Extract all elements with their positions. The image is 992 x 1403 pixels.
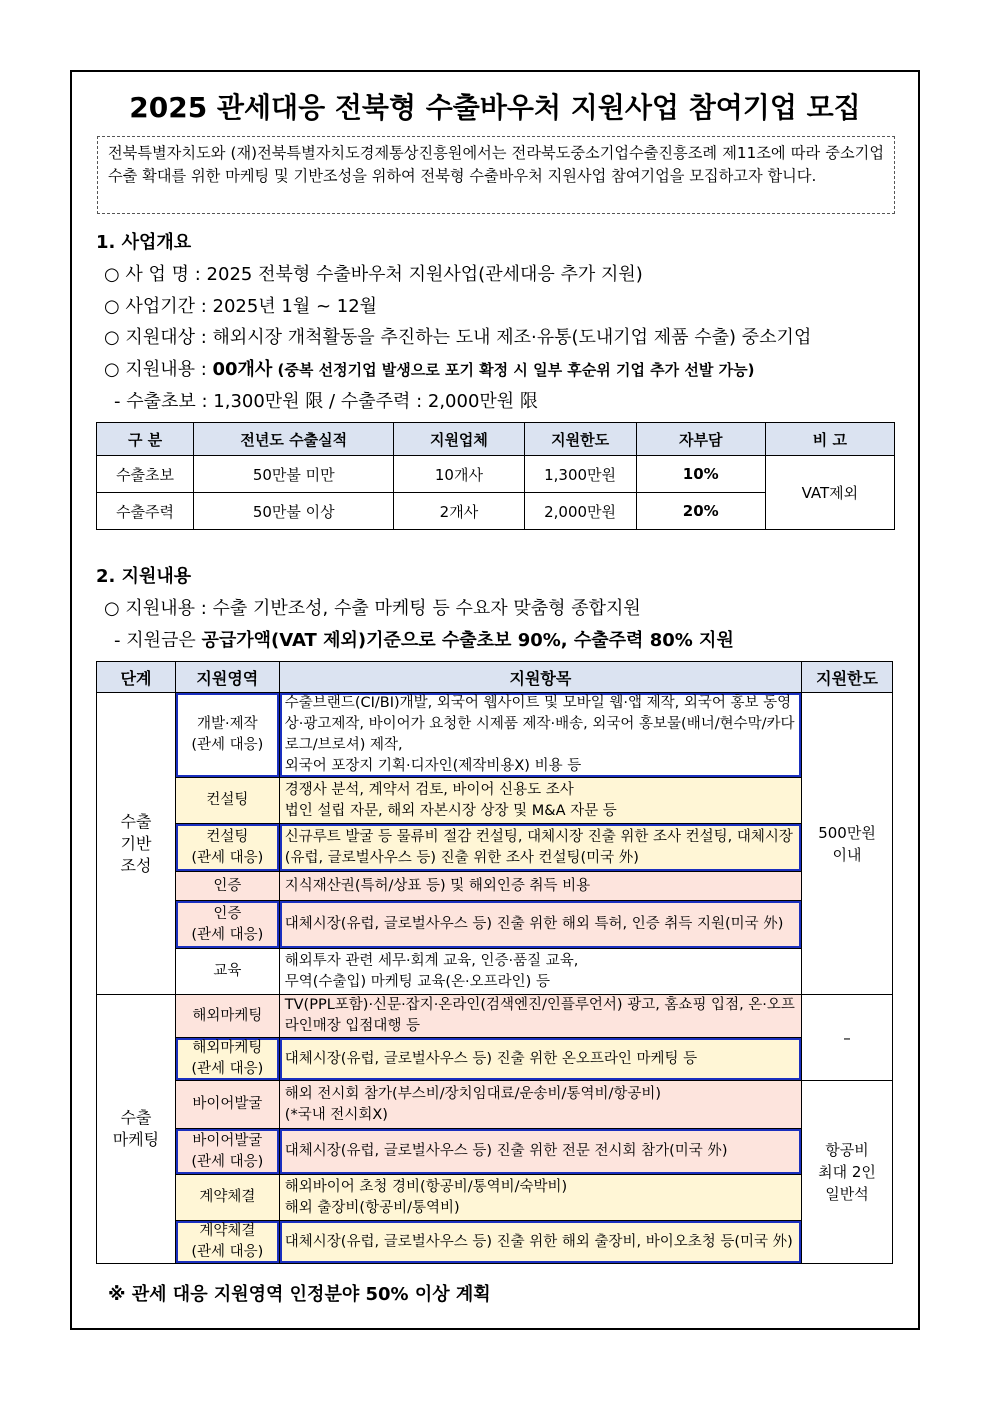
subsidy-bold: 공급가액(VAT 제외)기준으로 수출초보 90%, 수출주력 80% 지원 [201, 630, 734, 651]
header-cell: 전년도 수출실적 [194, 423, 394, 456]
support-content-note: (중복 선정기업 발생으로 포기 확정 시 일부 후순위 기업 추가 선발 가능) [272, 361, 755, 379]
business-name-line: ○ 사 업 명 : 2025 전북형 수출바우처 지원사업(관세대응 추가 지원) [104, 264, 643, 285]
support-table-header [97, 662, 893, 693]
support-target-line: ○ 지원대상 : 해외시장 개척활동을 추진하는 도내 제조·유통(도내기업 제품 수출) 중소기업 [104, 327, 812, 348]
header-cell: 지원한도 [802, 662, 893, 693]
item-cell: 해외투자 관련 세무·회계 교육, 인증·품질 교육, 무역(수출입) 마케팅 교육(온·오프라인) 등 [279, 949, 801, 995]
footnote: ※ 관세 대응 지원영역 인정분야 50% 이상 계획 [108, 1284, 491, 1305]
area-cell: 바이어발굴 (관세 대응) [175, 1129, 279, 1175]
table-row [97, 1129, 893, 1175]
table-cell: 2,000만원 [524, 493, 636, 530]
limit-cell: 항공비 최대 2인 일반석 [802, 1081, 893, 1264]
area-cell: 해외마케팅 [175, 995, 279, 1038]
support-limit-line: - 수출초보 : 1,300만원 限 / 수출주력 : 2,000만원 限 [114, 391, 538, 412]
section2-subsidy-line [114, 626, 734, 652]
header-cell: 지원영역 [175, 662, 279, 693]
subsidy-prefix: - 지원금은 [114, 630, 202, 651]
header-cell: 자부담 [636, 423, 765, 456]
table-cell: 20% [636, 493, 765, 530]
stage-cell: 수출 마케팅 [97, 995, 176, 1264]
business-period-line: ○ 사업기간 : 2025년 1월 ~ 12월 [104, 296, 378, 317]
table-row [97, 949, 893, 995]
table-row [97, 995, 893, 1038]
table-row [97, 872, 893, 901]
overview-table [96, 422, 895, 530]
area-cell: 계약체결 [175, 1175, 279, 1221]
area-cell: 해외마케팅 (관세 대응) [175, 1038, 279, 1081]
support-content-line [104, 355, 754, 381]
support-content-prefix: ○ 지원내용 : [104, 359, 213, 380]
table-row [97, 901, 893, 949]
support-content-count: 00개사 [212, 359, 273, 380]
table-cell: 50만불 이상 [194, 493, 394, 530]
header-cell: 단계 [97, 662, 176, 693]
table-cell: 1,300만원 [524, 456, 636, 493]
table-cell: 수출주력 [97, 493, 194, 530]
table-row [97, 1221, 893, 1264]
table-row [97, 693, 893, 778]
table-cell: 2개사 [394, 493, 524, 530]
header-cell: 지원항목 [279, 662, 801, 693]
table-cell: 50만불 미만 [194, 456, 394, 493]
area-cell: 인증 [175, 872, 279, 901]
section2-content-line: ○ 지원내용 : 수출 기반조성, 수출 마케팅 등 수요자 맞춤형 종합지원 [104, 598, 641, 619]
area-cell: 인증 (관세 대응) [175, 901, 279, 949]
item-cell: 지식재산권(특허/상표 등) 및 해외인증 취득 비용 [279, 872, 801, 901]
section2-heading: 2. 지원내용 [96, 566, 192, 587]
header-cell: 구 분 [97, 423, 194, 456]
item-cell: 수출브랜드(CI/BI)개발, 외국어 웹사이트 및 모바일 웹·앱 제작, 외국어 홍보 동영상·광고제작, 바이어가 요청한 시제품 제작·배송, 외국어 홍보물(배너/현수막/카다로그/브로셔) 제작, 외국어 포장지 기획·디자인(제작비용X) 비용 등 [279, 693, 801, 778]
item-cell: 대체시장(유럽, 글로벌사우스 등) 진출 위한 전문 전시회 참가(미국 外) [279, 1129, 801, 1175]
header-cell: 비 고 [765, 423, 894, 456]
area-cell: 바이어발굴 [175, 1081, 279, 1129]
item-cell: 대체시장(유럽, 글로벌사우스 등) 진출 위한 해외 출장비, 바이오초청 등(미국 外) [279, 1221, 801, 1264]
item-cell: 대체시장(유럽, 글로벌사우스 등) 진출 위한 해외 특허, 인증 취득 지원(미국 外) [279, 901, 801, 949]
item-cell: TV(PPL포함)·신문·잡지·온라인(검색엔진/인플루언서) 광고, 홈쇼핑 입점, 온·오프라인매장 입점대행 등 [279, 995, 801, 1038]
item-cell: 해외바이어 초청 경비(항공비/통역비/숙박비) 해외 출장비(항공비/통역비) [279, 1175, 801, 1221]
table-cell: 수출초보 [97, 456, 194, 493]
support-items-table [96, 661, 893, 1264]
item-cell: 경쟁사 분석, 계약서 검토, 바이어 신용도 조사 법인 설립 자문, 해외 자본시장 상장 및 M&A 자문 등 [279, 778, 801, 824]
item-cell: 대체시장(유럽, 글로벌사우스 등) 진출 위한 온오프라인 마케팅 등 [279, 1038, 801, 1081]
table-row [97, 1038, 893, 1081]
table-cell: 10개사 [394, 456, 524, 493]
area-cell: 개발·제작 (관세 대응) [175, 693, 279, 778]
table-row [97, 1081, 893, 1129]
limit-cell: – [802, 995, 893, 1081]
area-cell: 컨설팅 (관세 대응) [175, 824, 279, 872]
table-row [97, 456, 895, 493]
section1-heading: 1. 사업개요 [96, 232, 192, 253]
header-cell: 지원한도 [524, 423, 636, 456]
item-cell: 신규루트 발굴 등 물류비 절감 컨설팅, 대체시장 진출 위한 조사 컨설팅, 대체시장(유럽, 글로벌사우스 등) 진출 위한 조사 컨설팅(미국 外) [279, 824, 801, 872]
table-row [97, 824, 893, 872]
table-cell: 10% [636, 456, 765, 493]
intro-box: 전북특별자치도와 (재)전북특별자치도경제통상진흥원에서는 전라북도중소기업수출진흥조례 제11조에 따라 중소기업 수출 확대를 위한 마케팅 및 기반조성을 위하여 전북형 수출바우처 지원사업 참여기업을 모집하고자 합니다. [97, 136, 895, 214]
area-cell: 계약체결 (관세 대응) [175, 1221, 279, 1264]
table-row [97, 778, 893, 824]
area-cell: 교육 [175, 949, 279, 995]
header-cell: 지원업체 [394, 423, 524, 456]
table-row [97, 1175, 893, 1221]
area-cell: 컨설팅 [175, 778, 279, 824]
table-note-cell: VAT제외 [765, 456, 894, 530]
limit-cell: 500만원 이내 [802, 693, 893, 995]
item-cell: 해외 전시회 참가(부스비/장치임대료/운송비/통역비/항공비) (*국내 전시회X) [279, 1081, 801, 1129]
overview-table-header [97, 423, 895, 456]
page-title: 2025 관세대응 전북형 수출바우처 지원사업 참여기업 모집 [129, 91, 861, 124]
stage-cell: 수출 기반 조성 [97, 693, 176, 995]
